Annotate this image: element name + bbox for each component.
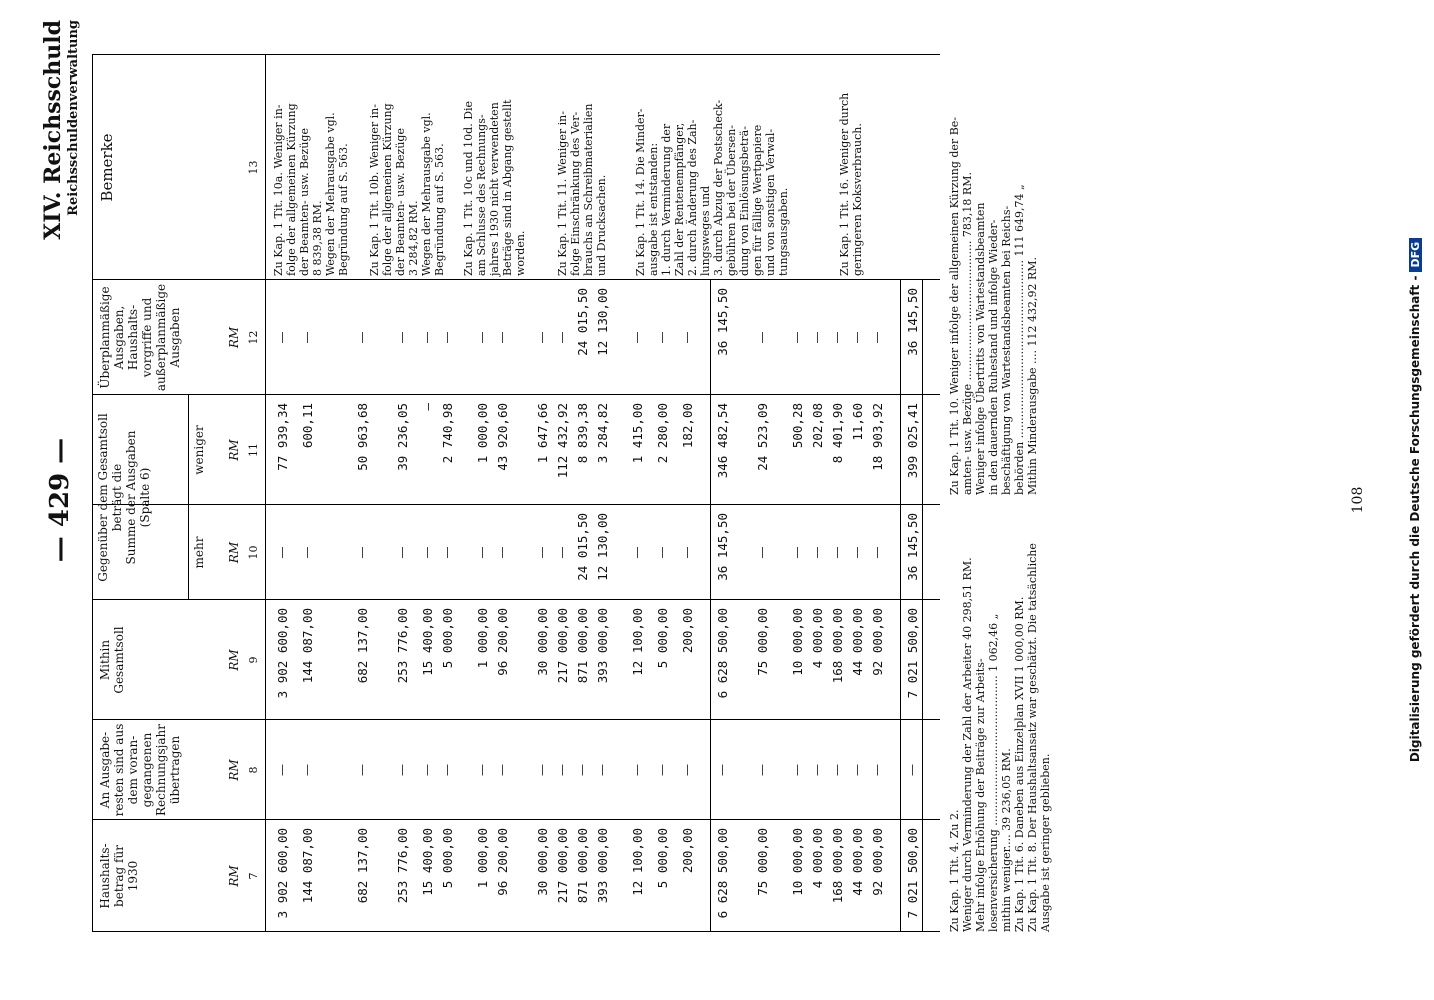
table-cell: 10 000,00 bbox=[790, 608, 805, 676]
table-cell: 75 000,00 bbox=[755, 608, 770, 676]
table-cell: 3 902 600,00 bbox=[275, 608, 290, 699]
empty-cell-dash: — bbox=[790, 331, 804, 344]
column-header: An Ausgabe- resten sind aus dem voran- gegangenen Rechnungsjahr übertragen bbox=[98, 723, 182, 817]
empty-cell-dash: — bbox=[715, 764, 729, 776]
table-cell: 217 000,00 bbox=[555, 828, 570, 904]
empty-cell-dash: — bbox=[680, 764, 694, 776]
empty-cell-dash: — bbox=[420, 331, 434, 344]
remark-note: Zu Kap. 1 Tit. 16. Weniger durch geringeren Koksverbrauch. bbox=[838, 92, 864, 276]
empty-cell-dash: — bbox=[830, 764, 844, 776]
table-cell: 12 130,00 bbox=[595, 288, 610, 356]
table-cell: 399 025,41 bbox=[905, 403, 920, 479]
empty-cell-dash: — bbox=[420, 764, 434, 776]
table-top-rule bbox=[92, 55, 93, 932]
empty-cell-dash: — bbox=[575, 764, 589, 776]
table-cell: 43 920,60 bbox=[495, 403, 510, 471]
table-cell: 15 400,00 bbox=[420, 828, 435, 896]
table-cell: 5 000,00 bbox=[440, 828, 455, 889]
column-unit: RM bbox=[227, 865, 241, 887]
column-number: 13 bbox=[247, 160, 260, 175]
empty-cell-dash: — bbox=[495, 331, 509, 344]
empty-cell-dash: — bbox=[755, 331, 769, 344]
column-header: mehr bbox=[192, 536, 206, 569]
empty-cell-dash: — bbox=[395, 546, 409, 559]
empty-cell-dash: — bbox=[830, 546, 844, 559]
empty-cell-dash: — bbox=[300, 331, 314, 344]
dfg-credit bbox=[1408, 0, 1422, 1000]
table-cell: 24 523,09 bbox=[755, 403, 770, 471]
empty-cell-dash: — bbox=[555, 331, 569, 344]
empty-cell-dash: — bbox=[555, 546, 569, 559]
table-cell: 871 000,00 bbox=[575, 608, 590, 684]
table-cell: 7 021 500,00 bbox=[905, 608, 920, 699]
empty-cell-dash: — bbox=[830, 331, 844, 344]
table-cell: 200,00 bbox=[680, 828, 695, 874]
empty-cell-dash: — bbox=[680, 546, 694, 559]
table-cell: 96 200,00 bbox=[495, 608, 510, 676]
section-title: XIV. Reichsschuld bbox=[40, 20, 66, 240]
remark-note: Zu Kap. 1 Tit. 10b. Weniger in- folge der allgemeinen Kürzung der Beamten- usw. Bezüge 3 284,82 RM. Wegen der Mehrausgabe vgl. Begründung auf S. 563. bbox=[368, 103, 446, 276]
column-number: 9 bbox=[247, 656, 260, 664]
empty-cell-dash: — bbox=[275, 546, 289, 559]
table-cell: 144 087,00 bbox=[300, 828, 315, 904]
empty-cell-dash: — bbox=[440, 764, 454, 776]
empty-cell-dash: — bbox=[810, 764, 824, 776]
empty-cell-dash: — bbox=[275, 764, 289, 776]
table-cell: 4 000,00 bbox=[810, 828, 825, 889]
empty-cell-dash: — bbox=[300, 546, 314, 559]
empty-cell-dash: — bbox=[790, 764, 804, 776]
table-cell: 10 000,00 bbox=[790, 828, 805, 896]
table-cell: 682 137,00 bbox=[355, 828, 370, 904]
table-cell: 1 647,66 bbox=[535, 403, 550, 464]
empty-cell-dash: — bbox=[475, 331, 489, 344]
empty-cell-dash: — bbox=[355, 546, 369, 559]
empty-cell-dash: — bbox=[495, 764, 509, 776]
table-cell: 393 000,00 bbox=[595, 828, 610, 904]
table-cell: 8 839,38 bbox=[575, 403, 590, 464]
empty-cell-dash: — bbox=[755, 546, 769, 559]
remark-note: Zu Kap. 1 Tit. 14. Die Minder- ausgabe ist entstanden: 1. durch Verminderung der Zahl der Rentenempfänger, 2. durch Änderung des Zah- lungsweges und 3. durch Abzug der Postscheck- gebühren bei der Übersen- dung von Einlösungsbeträ- gen für fällige Wertpapiere und von sonstigen Verwal- tungsausgaben. bbox=[634, 99, 790, 276]
table-cell: 15 400,00 bbox=[420, 608, 435, 676]
table-cell: 12 100,00 bbox=[630, 608, 645, 676]
empty-cell-dash: — bbox=[810, 546, 824, 559]
empty-cell-dash: — bbox=[535, 764, 549, 776]
column-number: 11 bbox=[247, 443, 260, 457]
table-cell: 1 415,00 bbox=[630, 403, 645, 464]
empty-cell-dash: — bbox=[440, 546, 454, 559]
table-cell: 24 015,50 bbox=[575, 288, 590, 356]
column-number: 8 bbox=[247, 766, 260, 774]
table-cell: 44 000,00 bbox=[850, 828, 865, 896]
column-unit: RM bbox=[227, 439, 241, 461]
empty-cell-dash: — bbox=[535, 546, 549, 559]
table-cell: 3 284,82 bbox=[595, 403, 610, 464]
table-cell: 3 902 600,00 bbox=[275, 828, 290, 919]
empty-cell-dash: — bbox=[790, 546, 804, 559]
table-cell: 11,60 bbox=[850, 403, 865, 441]
column-header: Mithin Gesamtsoll bbox=[98, 626, 126, 694]
table-cell: 6 628 500,00 bbox=[715, 608, 730, 699]
table-cell: 1 000,00 bbox=[475, 608, 490, 669]
section-subtitle: Reichsschuldenverwaltung bbox=[66, 20, 81, 216]
table-head-rule bbox=[265, 55, 266, 932]
table-cell: 5 000,00 bbox=[655, 608, 670, 669]
column-number: 12 bbox=[247, 330, 260, 345]
table-cell: 393 000,00 bbox=[595, 608, 610, 684]
empty-cell-dash: — bbox=[555, 764, 569, 776]
column-unit: RM bbox=[227, 541, 241, 564]
empty-cell-dash: — bbox=[475, 546, 489, 559]
empty-cell-dash: — bbox=[655, 764, 669, 776]
table-cell: 1 000,00 bbox=[475, 828, 490, 889]
column-header: weniger bbox=[192, 425, 206, 475]
empty-cell-dash: — bbox=[870, 764, 884, 776]
table-cell: 5 000,00 bbox=[655, 828, 670, 889]
table-cell: 682 137,00 bbox=[355, 608, 370, 684]
empty-cell-dash: — bbox=[355, 331, 369, 344]
empty-cell-dash: — bbox=[870, 546, 884, 559]
empty-cell-dash: — bbox=[850, 331, 864, 344]
empty-cell-dash: — bbox=[395, 764, 409, 776]
table-cell: 253 776,00 bbox=[395, 828, 410, 904]
empty-cell-dash: — bbox=[680, 331, 694, 344]
table-cell: 600,11 bbox=[300, 403, 315, 449]
table-cell: 44 000,00 bbox=[850, 608, 865, 676]
table-cell: 30 000,00 bbox=[535, 608, 550, 676]
empty-cell-dash: — bbox=[630, 546, 644, 559]
table-cell: 92 000,00 bbox=[870, 828, 885, 896]
empty-cell-dash: — bbox=[595, 764, 609, 776]
table-cell: 36 145,50 bbox=[715, 288, 730, 356]
table-cell: 12 130,00 bbox=[595, 513, 610, 581]
empty-cell-dash: — bbox=[275, 331, 289, 344]
remark-note: Zu Kap. 1 Tit. 10a. Weniger in- folge der allgemeinen Kürzung der Beamten- usw. Bezüge 8 839,38 RM. Wegen der Mehrausgabe vgl. Begründung auf S. 563. bbox=[272, 103, 350, 276]
empty-cell-dash: — bbox=[630, 764, 644, 776]
column-unit: RM bbox=[227, 759, 241, 781]
table-cell: 144 087,00 bbox=[300, 608, 315, 684]
table-cell: 1 000,00 bbox=[475, 403, 490, 464]
empty-cell-dash: — bbox=[870, 331, 884, 344]
table-cell: 77 939,34 bbox=[275, 403, 290, 471]
empty-cell-dash: — bbox=[655, 331, 669, 344]
empty-cell-dash: — bbox=[355, 764, 369, 776]
column-number: 10 bbox=[247, 545, 260, 560]
total-rule bbox=[900, 280, 901, 932]
table-cell: 168 000,00 bbox=[830, 608, 845, 684]
footnote-right: Zu Kap. 1 Tit. 10. Weniger infolge der allgemeinen Kürzung der Be- amten- usw. Bezüge ........................................ 783,18 RM. Weniger infolge Übertritts von Wartestandsbeamten in den dauernden Ruhestand und infolge Wieder- beschäftigung von Wartestandsbeamten bei Reichs- behörden ................................................... 111 649,74 „ Mithin Minderausgabe .... 112 432,92 RM. bbox=[948, 116, 1039, 495]
empty-cell-dash: — bbox=[535, 331, 549, 344]
group-header: Gegenüber dem Gesamtsoll beträgt die Summe der Ausgaben (Spalte 6) bbox=[96, 413, 152, 582]
group-rule bbox=[188, 395, 189, 600]
empty-cell-dash: — bbox=[755, 764, 769, 776]
table-cell: 8 401,90 bbox=[830, 403, 845, 464]
table-cell: 30 000,00 bbox=[535, 828, 550, 896]
table-cell: 200,00 bbox=[680, 608, 695, 654]
table-cell: 5 000,00 bbox=[440, 608, 455, 669]
table-cell: 500,28 bbox=[790, 403, 805, 449]
empty-cell-dash: — bbox=[905, 764, 919, 776]
table-cell: 4 000,00 bbox=[810, 608, 825, 669]
empty-cell-dash: — bbox=[420, 546, 434, 559]
page-number: 108 bbox=[1350, 486, 1366, 514]
table-cell: 12 100,00 bbox=[630, 828, 645, 896]
total-rule-bottom bbox=[922, 280, 923, 932]
empty-cell-dash: — bbox=[850, 546, 864, 559]
empty-cell-dash: — bbox=[495, 546, 509, 559]
table-cell: 18 903,92 bbox=[870, 403, 885, 471]
table-cell: 217 000,00 bbox=[555, 608, 570, 684]
empty-cell-dash: — bbox=[440, 331, 454, 344]
table-cell: 36 145,50 bbox=[715, 513, 730, 581]
table-cell: 6 628 500,00 bbox=[715, 828, 730, 919]
table-cell: 2 280,00 bbox=[655, 403, 670, 464]
column-unit: RM bbox=[227, 649, 241, 671]
page-marker: — 429 — bbox=[45, 437, 75, 563]
table-cell: 253 776,00 bbox=[395, 608, 410, 684]
empty-cell-dash: — bbox=[395, 331, 409, 344]
table-cell: 112 432,92 bbox=[555, 403, 570, 479]
table-cell: 92 000,00 bbox=[870, 608, 885, 676]
table-cell: 871 000,00 bbox=[575, 828, 590, 904]
empty-cell-dash: — bbox=[655, 546, 669, 559]
empty-cell-dash: — bbox=[850, 764, 864, 776]
column-unit: RM bbox=[227, 326, 241, 349]
column-header: Bemerke bbox=[98, 133, 116, 202]
subtotal-rule bbox=[710, 280, 711, 932]
dfg-logo: DFG bbox=[1409, 238, 1422, 272]
table-cell: 168 000,00 bbox=[830, 828, 845, 904]
column-header: Haushalts- betrag für 1930 bbox=[98, 843, 140, 909]
table-cell: 202,08 bbox=[810, 403, 825, 449]
table-cell: — bbox=[420, 403, 435, 411]
footnote-left: Zu Kap. 1 Tit. 4. Zu 2. Weniger durch Verminderung der Zahl der Arbeiter 40 298,51 RM. Mehr infolge Erhöhung der Beiträge zur Arbeits- losenversicherung ........................................... 1 062,46 „ mithin weniger.... 39 236,05 RM. Zu Kap. 1 Tit. 6. Daneben aus Einzelplan XVII 1 000,00 RM. Zu Kap. 1 Tit. 8. Der Haushaltsansatz war geschätzt. Die tatsächliche Ausgabe ist geringer geblieben. bbox=[948, 543, 1052, 932]
table-cell: 24 015,50 bbox=[575, 513, 590, 581]
table-cell: 96 200,00 bbox=[495, 828, 510, 896]
column-number: 7 bbox=[247, 872, 260, 880]
table-cell: 50 963,68 bbox=[355, 403, 370, 471]
col-rule bbox=[92, 54, 940, 55]
table-cell: 36 145,50 bbox=[905, 288, 920, 356]
remark-note: Zu Kap. 1 Tit. 10c und 10d. Die am Schlusse des Rechnungs- jahres 1930 nicht verwendeten Beträge sind in Abgang gestellt worden. bbox=[462, 99, 527, 276]
empty-cell-dash: — bbox=[475, 764, 489, 776]
table-cell: 182,00 bbox=[680, 403, 695, 449]
column-header: Überplanmäßige Ausgaben, Haushalts- vorgriffe und außerplanmäßige Ausgaben bbox=[98, 283, 182, 392]
empty-cell-dash: — bbox=[300, 764, 314, 776]
empty-cell-dash: — bbox=[810, 331, 824, 344]
empty-cell-dash: — bbox=[630, 331, 644, 344]
table-cell: 36 145,50 bbox=[905, 513, 920, 581]
table-cell: 39 236,05 bbox=[395, 403, 410, 471]
table-cell: 75 000,00 bbox=[755, 828, 770, 896]
table-cell: 346 482,54 bbox=[715, 403, 730, 479]
table-cell: 7 021 500,00 bbox=[905, 828, 920, 919]
credit-text: Digitalisierung gefördert durch die Deutsche Forschungsgemeinschaft - bbox=[1408, 275, 1422, 763]
remark-note: Zu Kap. 1 Tit. 11. Weniger in- folge Einschränkung des Ver- brauchs an Schreibmaterialien und Drucksachen. bbox=[556, 103, 608, 276]
table-cell: 2 740,98 bbox=[440, 403, 455, 464]
